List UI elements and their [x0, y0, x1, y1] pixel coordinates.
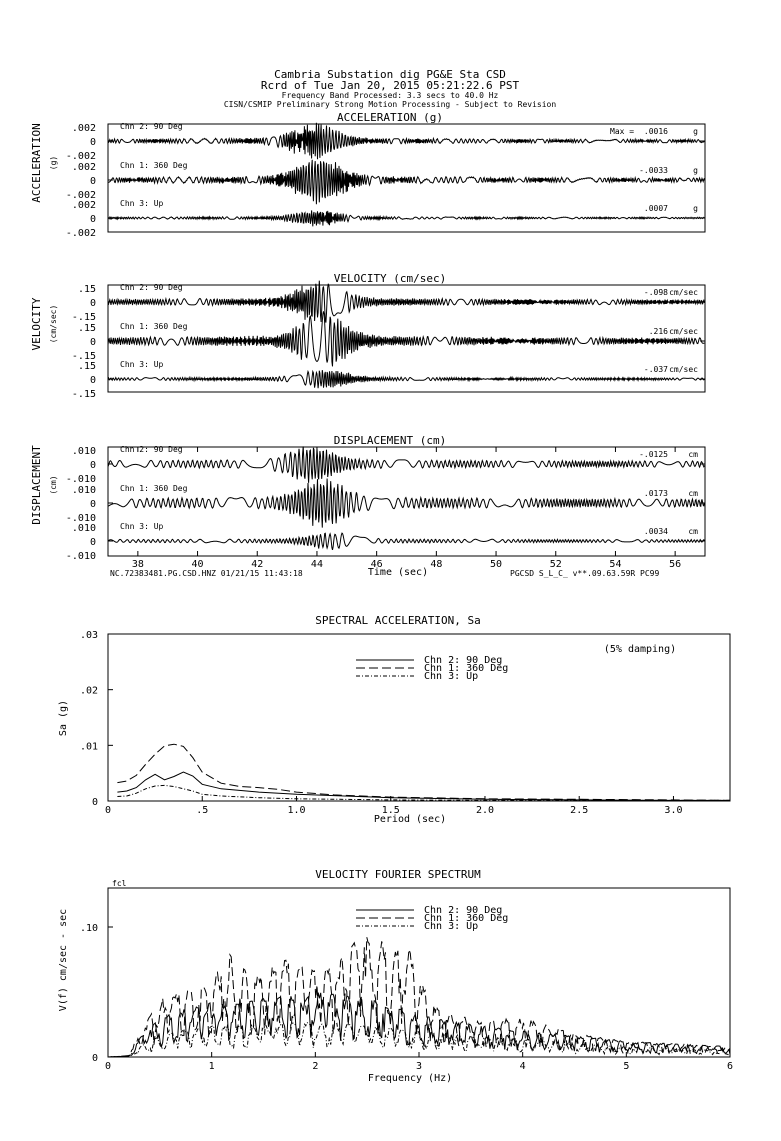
sa-y-tick-label: .03 [79, 630, 98, 641]
channel-trace [108, 479, 704, 528]
sa-x-tick-label: 3.0 [664, 805, 683, 816]
fs-title: VELOCITY FOURIER SPECTRUM [315, 868, 481, 881]
channel-max-value: .0034 [643, 527, 668, 536]
channel-max-unit: g [693, 166, 698, 175]
sa-x-tick-label: 0 [104, 805, 112, 816]
time-history-panel-2 [30, 272, 705, 400]
record-station-title: Cambria Substation dig PG&E Sta CSD [274, 68, 506, 81]
channel-max-unit: cm/sec [669, 327, 698, 336]
tick-label: -.002 [65, 190, 96, 201]
max-label: Max = [610, 127, 635, 136]
tick-label: -.15 [71, 389, 96, 400]
fs-y-tick-label: 0 [91, 1053, 98, 1064]
tick-label: .002 [71, 123, 96, 134]
legend-entry: Chn 1: 360 Deg [424, 913, 509, 924]
tick-label: .15 [77, 361, 96, 372]
tick-label: -.15 [71, 312, 96, 323]
legend-entry: Chn 3: Up [424, 671, 479, 682]
fs-x-tick-label: 3 [415, 1061, 423, 1072]
tick-label: 0 [89, 214, 96, 225]
x-tick-label: 48 [430, 559, 443, 570]
channel-label: Chn 3: Up [120, 522, 164, 531]
record-date-title: Rcrd of Tue Jan 20, 2015 05:21:22.6 PST [260, 79, 520, 92]
tick-label: -.010 [65, 513, 96, 524]
channel-max-value: -.037 [643, 365, 668, 374]
sa-y-tick-label: .01 [79, 741, 98, 753]
x-tick-label: 52 [549, 559, 562, 570]
footer-left: NC.72383481.PG.CSD.HNZ 01/21/15 11:43:18 [110, 569, 303, 578]
channel-trace [108, 210, 704, 226]
channel-max-value: .216 [648, 327, 668, 336]
tick-label: 0 [89, 176, 96, 187]
channel-label: Chn 2: 90 Deg [120, 122, 183, 131]
x-tick-label: 44 [310, 559, 323, 570]
sa-frame [108, 634, 730, 801]
tick-label: -.15 [71, 351, 96, 362]
channel-max-unit: cm [688, 489, 698, 498]
x-axis-label: Time (sec) [367, 567, 429, 578]
channel-trace-group [72, 360, 705, 400]
panel-y-label: VELOCITY [30, 297, 43, 351]
channel-max-unit: cm/sec [669, 365, 698, 374]
x-tick-label: 54 [609, 559, 622, 570]
channel-label: Chn 2: 90 Deg [120, 445, 183, 454]
channel-max-value: .0007 [643, 204, 668, 213]
channel-trace-group [72, 281, 705, 323]
legend-entry: Chn 2: 90 Deg [424, 655, 503, 666]
channel-max-unit: g [693, 127, 698, 136]
channel-max-unit: cm [688, 527, 698, 536]
fs-corner-label: fcl [112, 879, 127, 888]
tick-label: 0 [89, 337, 96, 348]
fs-x-tick-label: 6 [726, 1061, 734, 1072]
fs-y-tick-label: .10 [79, 923, 98, 934]
panel-y-unit: (cm) [49, 475, 58, 495]
sa-x-tick-label: 1.5 [381, 805, 400, 816]
sa-y-tick-label: .02 [79, 685, 98, 697]
fs-y-label: V(f) cm/sec - sec [58, 908, 69, 1012]
sa-series-line [117, 744, 730, 800]
channel-max-value: -.098 [643, 288, 668, 297]
panel-y-label: DISPLACEMENT [30, 445, 43, 525]
sa-damping-note: (5% damping) [603, 644, 677, 655]
legend-entry: Chn 1: 360 Deg [424, 663, 509, 674]
channel-label: Chn 3: Up [120, 199, 164, 208]
panel-y-label: ACCELERATION [30, 123, 43, 203]
fs-x-tick-label: 0 [104, 1061, 112, 1072]
tick-label: -.010 [65, 551, 96, 562]
fs-x-tick-label: 4 [519, 1061, 526, 1072]
spectral-acceleration-panel [58, 614, 730, 825]
panel-title: VELOCITY (cm/sec) [333, 272, 447, 285]
tick-label: .15 [77, 323, 96, 334]
channel-max-unit: cm/sec [669, 288, 698, 297]
channel-trace [108, 281, 704, 323]
panel-title: DISPLACEMENT (cm) [333, 434, 447, 447]
sa-x-tick-label: .5 [196, 805, 209, 816]
x-tick-label: 50 [490, 559, 503, 570]
tick-label: -.002 [65, 228, 96, 239]
channel-trace [108, 533, 704, 550]
tick-label: .002 [71, 162, 96, 173]
x-tick-label: 38 [131, 559, 144, 570]
tick-label: -.002 [65, 151, 96, 162]
channel-trace-group [66, 160, 705, 204]
channel-label: Chn 3: Up [120, 360, 164, 369]
sa-y-tick-label: 0 [91, 797, 98, 808]
panel-y-unit: (g) [49, 155, 58, 171]
tick-label: 0 [89, 499, 96, 510]
channel-max-value: -.0125 [639, 450, 668, 459]
channel-label: Chn 1: 360 Deg [120, 484, 188, 493]
sa-x-tick-label: 2.0 [475, 805, 495, 816]
tick-label: .15 [77, 284, 96, 295]
channel-max-value: .0016 [643, 127, 668, 136]
fourier-spectrum-panel [58, 868, 733, 1084]
channel-label: Chn 1: 360 Deg [120, 161, 188, 170]
time-axis [110, 447, 681, 578]
channel-trace [108, 160, 704, 204]
channel-label: Chn 1: 360 Deg [120, 322, 188, 331]
tick-label: 0 [89, 537, 96, 548]
panel-y-unit: (cm/sec) [49, 304, 58, 344]
sa-x-tick-label: 1.0 [287, 805, 306, 816]
legend-entry: Chn 2: 90 Deg [424, 905, 503, 916]
processing-note: CISN/CSMIP Preliminary Strong Motion Processing - Subject to Revision [223, 100, 557, 109]
fs-x-tick-label: 2 [312, 1061, 319, 1072]
fs-frame [108, 888, 730, 1057]
channel-trace [108, 311, 704, 366]
tick-label: 0 [89, 298, 96, 309]
x-tick-label: 56 [669, 559, 682, 570]
footer-right: PGCSD S_L_C_ v**.09.63.59R PC99 [510, 569, 660, 578]
channel-trace-group [66, 122, 705, 162]
x-tick-label: 46 [370, 559, 383, 570]
sa-x-tick-label: 2.5 [570, 805, 589, 816]
channel-max-unit: g [693, 204, 698, 213]
time-history-panels [30, 111, 705, 578]
tick-label: .010 [71, 446, 96, 457]
tick-label: .010 [71, 485, 96, 496]
channel-trace-group [66, 199, 705, 239]
channel-max-unit: cm [688, 450, 698, 459]
channel-trace-group [66, 445, 705, 485]
tick-label: 0 [89, 137, 96, 148]
tick-label: 0 [89, 375, 96, 386]
channel-max-value: -.0033 [639, 166, 668, 175]
channel-trace-group [66, 479, 705, 528]
time-history-panel-3 [30, 434, 705, 562]
channel-trace-group [72, 311, 705, 366]
tick-label: 0 [89, 460, 96, 471]
frequency-band-note: Frequency Band Processed: 3.3 secs to 40.0 Hz [281, 91, 499, 100]
channel-label: Chn 2: 90 Deg [120, 283, 183, 292]
x-tick-label: 40 [191, 559, 204, 570]
sa-title: SPECTRAL ACCELERATION, Sa [315, 614, 481, 627]
tick-label: .010 [71, 523, 96, 534]
channel-max-value: .0173 [643, 489, 668, 498]
sa-y-label: Sa (g) [58, 699, 69, 737]
tick-label: .002 [71, 200, 96, 211]
fs-x-label: Frequency (Hz) [367, 1073, 453, 1084]
fs-x-tick-label: 5 [623, 1061, 630, 1072]
fs-x-tick-label: 1 [208, 1061, 215, 1072]
legend-entry: Chn 3: Up [424, 921, 479, 932]
tick-label: -.010 [65, 474, 96, 485]
x-tick-label: 42 [251, 559, 264, 570]
panel-title: ACCELERATION (g) [337, 111, 443, 124]
sa-x-label: Period (sec) [373, 814, 447, 825]
channel-trace [108, 370, 704, 388]
time-history-panel-1 [30, 111, 705, 239]
